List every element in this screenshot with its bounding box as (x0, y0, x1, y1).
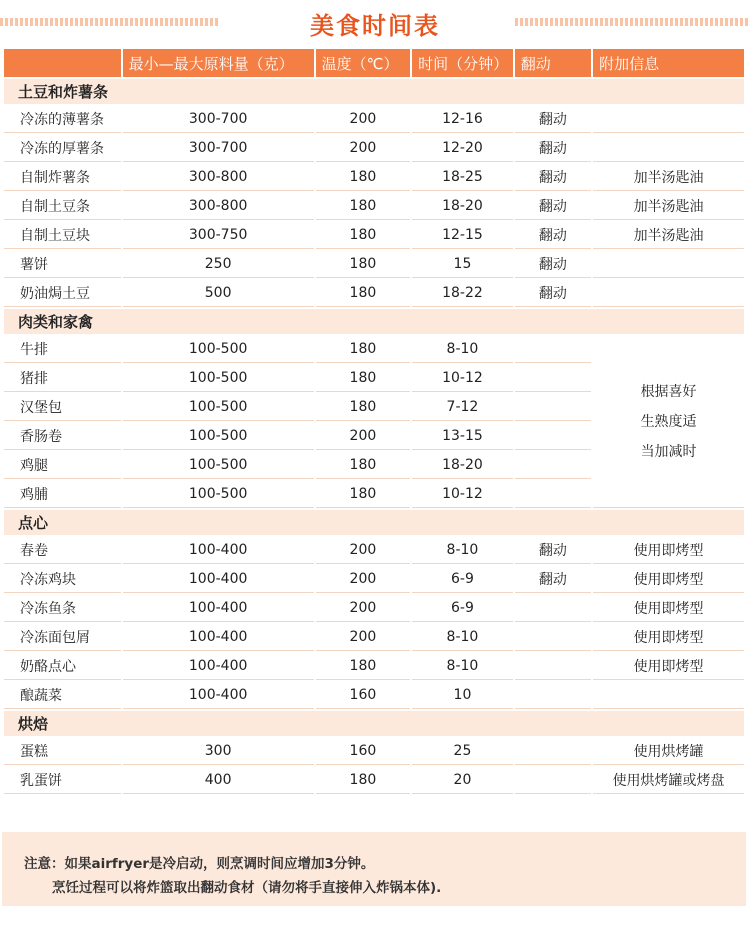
temp-cell: 200 (316, 537, 411, 564)
table-header-row (4, 49, 744, 77)
amount-cell: 300-800 (123, 164, 314, 191)
amount-cell: 100-500 (123, 394, 314, 421)
food-name: 冷冻鸡块 (4, 566, 121, 593)
header-time: 时间（分钟） (412, 49, 513, 77)
amount-cell: 300-700 (123, 135, 314, 162)
flip-cell: 翻动 (515, 280, 591, 307)
header-food (4, 49, 121, 77)
table-row (4, 682, 744, 709)
table-row (4, 653, 744, 680)
time-cell: 12-16 (412, 106, 513, 133)
table-row (4, 222, 744, 249)
time-cell: 18-20 (412, 193, 513, 220)
time-cell: 13-15 (412, 423, 513, 450)
cooking-time-table (2, 47, 746, 796)
extra-info-cell: 加半汤匙油 (593, 222, 744, 249)
extra-info-cell: 使用即烤型 (593, 595, 744, 622)
flip-cell (515, 423, 591, 450)
note-box (2, 832, 746, 906)
food-name: 奶酪点心 (4, 653, 121, 680)
time-cell: 18-20 (412, 452, 513, 479)
temp-cell: 180 (316, 653, 411, 680)
temp-cell: 200 (316, 566, 411, 593)
food-name: 酿蔬菜 (4, 682, 121, 709)
table-row (4, 251, 744, 278)
flip-cell (515, 394, 591, 421)
table-row (4, 135, 744, 162)
page-title: 美食时间表 (310, 12, 440, 40)
food-name: 奶油焗土豆 (4, 280, 121, 307)
extra-info-cell (593, 135, 744, 162)
time-cell: 12-15 (412, 222, 513, 249)
temp-cell: 200 (316, 106, 411, 133)
flip-cell (515, 767, 591, 794)
extra-info-cell: 使用烘烤罐或烤盘 (593, 767, 744, 794)
temp-cell: 180 (316, 193, 411, 220)
table-body (4, 79, 744, 794)
flip-cell (515, 682, 591, 709)
amount-cell: 100-500 (123, 452, 314, 479)
extra-info-cell: 使用即烤型 (593, 566, 744, 593)
food-name: 牛排 (4, 336, 121, 363)
food-name: 乳蛋饼 (4, 767, 121, 794)
table-row (4, 336, 744, 363)
amount-cell: 100-400 (123, 653, 314, 680)
section-row (4, 510, 744, 535)
food-name: 蛋糕 (4, 738, 121, 765)
amount-cell: 100-400 (123, 624, 314, 651)
extra-info-cell (593, 251, 744, 278)
extra-info-cell: 使用即烤型 (593, 653, 744, 680)
amount-cell: 300 (123, 738, 314, 765)
amount-cell: 100-500 (123, 481, 314, 508)
section-title: 烘焙 (4, 711, 744, 736)
section-title: 土豆和炸薯条 (4, 79, 744, 104)
time-cell: 18-22 (412, 280, 513, 307)
flip-cell (515, 595, 591, 622)
food-name: 冷冻的薄薯条 (4, 106, 121, 133)
temp-cell: 160 (316, 738, 411, 765)
section-row (4, 79, 744, 104)
note-line-2: 烹饪过程可以将炸篮取出翻动食材（请勿将手直接伸入炸锅本体). (52, 880, 442, 896)
flip-cell (515, 738, 591, 765)
amount-cell: 300-700 (123, 106, 314, 133)
time-cell: 8-10 (412, 624, 513, 651)
section-row (4, 309, 744, 334)
extra-info-line: 当加减时 (640, 443, 697, 460)
header-flip: 翻动 (515, 49, 591, 77)
amount-cell: 100-500 (123, 423, 314, 450)
temp-cell: 180 (316, 251, 411, 278)
extra-info-cell: 使用即烤型 (593, 537, 744, 564)
table-row (4, 595, 744, 622)
time-cell: 25 (412, 738, 513, 765)
flip-cell: 翻动 (515, 164, 591, 191)
time-cell: 8-10 (412, 653, 513, 680)
food-name: 汉堡包 (4, 394, 121, 421)
temp-cell: 160 (316, 682, 411, 709)
extra-info-cell: 使用烘烤罐 (593, 738, 744, 765)
amount-cell: 250 (123, 251, 314, 278)
food-name: 鸡腿 (4, 452, 121, 479)
temp-cell: 180 (316, 365, 411, 392)
amount-cell: 500 (123, 280, 314, 307)
time-cell: 8-10 (412, 336, 513, 363)
food-name: 猪排 (4, 365, 121, 392)
flip-cell (515, 481, 591, 508)
time-cell: 10-12 (412, 365, 513, 392)
flip-cell (515, 624, 591, 651)
time-cell: 20 (412, 767, 513, 794)
temp-cell: 200 (316, 624, 411, 651)
flip-cell (515, 653, 591, 680)
temp-cell: 200 (316, 595, 411, 622)
time-cell: 12-20 (412, 135, 513, 162)
amount-cell: 100-500 (123, 336, 314, 363)
table-row (4, 566, 744, 593)
temp-cell: 180 (316, 336, 411, 363)
extra-info-cell: 加半汤匙油 (593, 193, 744, 220)
extra-info-line: 根据喜好 (640, 383, 697, 400)
flip-cell (515, 365, 591, 392)
extra-info-line: 生熟度适 (640, 413, 697, 430)
time-cell: 15 (412, 251, 513, 278)
amount-cell: 100-500 (123, 365, 314, 392)
flip-cell: 翻动 (515, 537, 591, 564)
section-title: 点心 (4, 510, 744, 535)
table-row (4, 280, 744, 307)
flip-cell (515, 336, 591, 363)
time-cell: 6-9 (412, 595, 513, 622)
flip-cell (515, 452, 591, 479)
amount-cell: 100-400 (123, 682, 314, 709)
food-name: 冷冻鱼条 (4, 595, 121, 622)
food-name: 香肠卷 (4, 423, 121, 450)
time-cell: 10-12 (412, 481, 513, 508)
extra-info-merged (593, 336, 744, 508)
table-row (4, 193, 744, 220)
section-title: 肉类和家禽 (4, 309, 744, 334)
temp-cell: 200 (316, 135, 411, 162)
extra-info-cell (593, 280, 744, 307)
amount-cell: 400 (123, 767, 314, 794)
time-cell: 18-25 (412, 164, 513, 191)
amount-cell: 100-400 (123, 537, 314, 564)
section-row (4, 711, 744, 736)
flip-cell: 翻动 (515, 193, 591, 220)
header-extra: 附加信息 (593, 49, 744, 77)
temp-cell: 200 (316, 423, 411, 450)
flip-cell: 翻动 (515, 566, 591, 593)
flip-cell: 翻动 (515, 135, 591, 162)
table-row (4, 624, 744, 651)
food-name: 鸡脯 (4, 481, 121, 508)
temp-cell: 180 (316, 164, 411, 191)
amount-cell: 100-400 (123, 595, 314, 622)
table-row (4, 767, 744, 794)
table-row (4, 164, 744, 191)
temp-cell: 180 (316, 222, 411, 249)
table-row (4, 106, 744, 133)
cooking-time-table-wrap (2, 47, 746, 796)
table-row (4, 537, 744, 564)
header-amount: 最小—最大原料量（克） (123, 49, 314, 77)
food-name: 春卷 (4, 537, 121, 564)
flip-cell: 翻动 (515, 222, 591, 249)
extra-info-cell (593, 106, 744, 133)
food-name: 自制土豆条 (4, 193, 121, 220)
amount-cell: 100-400 (123, 566, 314, 593)
extra-info-cell: 加半汤匙油 (593, 164, 744, 191)
header-temp: 温度（℃） (316, 49, 411, 77)
table-row (4, 738, 744, 765)
food-name: 自制炸薯条 (4, 164, 121, 191)
time-cell: 10 (412, 682, 513, 709)
food-name: 冷冻的厚薯条 (4, 135, 121, 162)
food-name: 冷冻面包屑 (4, 624, 121, 651)
temp-cell: 180 (316, 481, 411, 508)
extra-info-cell (593, 682, 744, 709)
temp-cell: 180 (316, 394, 411, 421)
time-cell: 6-9 (412, 566, 513, 593)
note-line-1: 注意：如果airfryer是冷启动，则烹调时间应增加3分钟。 (24, 856, 375, 872)
flip-cell: 翻动 (515, 106, 591, 133)
amount-cell: 300-800 (123, 193, 314, 220)
temp-cell: 180 (316, 280, 411, 307)
title-bar (0, 0, 750, 44)
food-name: 薯饼 (4, 251, 121, 278)
temp-cell: 180 (316, 452, 411, 479)
food-name: 自制土豆块 (4, 222, 121, 249)
temp-cell: 180 (316, 767, 411, 794)
time-cell: 7-12 (412, 394, 513, 421)
amount-cell: 300-750 (123, 222, 314, 249)
flip-cell: 翻动 (515, 251, 591, 278)
time-cell: 8-10 (412, 537, 513, 564)
extra-info-cell: 使用即烤型 (593, 624, 744, 651)
